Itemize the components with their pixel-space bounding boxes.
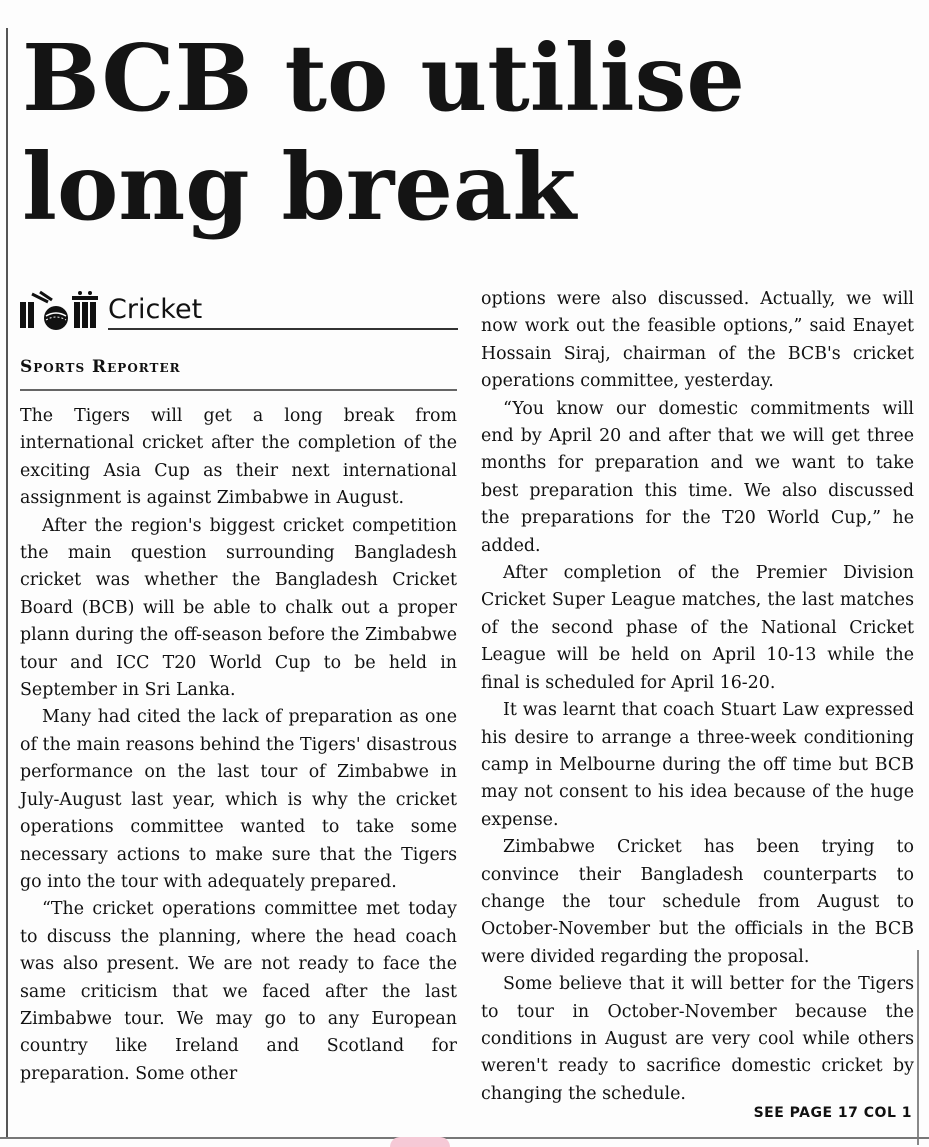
- page-stain: [390, 1137, 450, 1147]
- article-column-2: [481, 286, 914, 1108]
- continuation-note: SEE PAGE 17 COL 1: [753, 1105, 912, 1121]
- section-underline: [108, 328, 458, 330]
- paragraph: options were also discussed. Actually, we will now work out the feasible options,” said Enayet Hossain Siraj, chairman of the BCB's cricket operations committee, yesterday.: [481, 289, 914, 392]
- paragraph: After completion of the Premier Division Cricket Super League matches, the last matches of the second phase of the National Cricket League will be held on April 10-13 while the final is scheduled for April 16-20.: [481, 563, 914, 693]
- byline: [20, 357, 181, 377]
- paragraph: The Tigers will get a long break from international cricket after the completion of the exciting Asia Cup as their next international assignment is against Zimbabwe in August.: [20, 406, 457, 509]
- byline-text: Sports Reporter: [20, 357, 181, 377]
- article-column-1: [20, 403, 457, 1088]
- bottom-rule: [0, 1137, 929, 1139]
- byline-rule: [20, 389, 457, 391]
- cricket-logo-icon: [18, 288, 108, 332]
- paragraph: “The cricket operations committee met today to discuss the planning, where the head coach was also present. We are not ready to face the same criticism that we faced after the last Zimbabwe tour. We may go to any European country like Ireland and Scotland for preparation. Some other: [20, 899, 457, 1084]
- right-edge-rule: [917, 950, 919, 1145]
- paragraph: Some believe that it will better for the Tigers to tour in October-November because the conditions in August are very cool while others weren't ready to sacrifice domestic cricket by changing the schedule.: [481, 974, 914, 1104]
- left-column-rule: [6, 28, 8, 1138]
- paragraph: “You know our domestic commitments will end by April 20 and after that we will get three months for preparation and we want to take best preparation this time. We also discussed the preparations for the T20 World Cup,” he added.: [481, 398, 914, 556]
- paragraph: It was learnt that coach Stuart Law expressed his desire to arrange a three-week conditioning camp in Melbourne during the off time but BCB may not consent to his idea because of the huge expense.: [481, 700, 914, 830]
- paragraph: Many had cited the lack of preparation as one of the main reasons behind the Tigers' disastrous performance on the last tour of Zimbabwe in July-August last year, which is why the cricket operations committee wanted to take some necessary actions to make sure that the Tigers go into the tour with adequately prepared.: [20, 707, 457, 892]
- section-tag: [18, 288, 458, 340]
- paragraph: After the region's biggest cricket competition the main question surrounding Bangladesh cricket was whether the Bangladesh Cricket Board (BCB) will be able to chalk out a proper plann during the off-season before the Zimbabwe tour and ICC T20 World Cup to be held in September in Sri Lanka.: [20, 515, 457, 701]
- paragraph: Zimbabwe Cricket has been trying to convince their Bangladesh counterparts to change the tour schedule from August to October-November but the officials in the BCB were divided regarding the proposal.: [481, 837, 914, 967]
- section-label: Cricket: [108, 294, 203, 325]
- headline: BCB to utilise long break: [22, 24, 745, 241]
